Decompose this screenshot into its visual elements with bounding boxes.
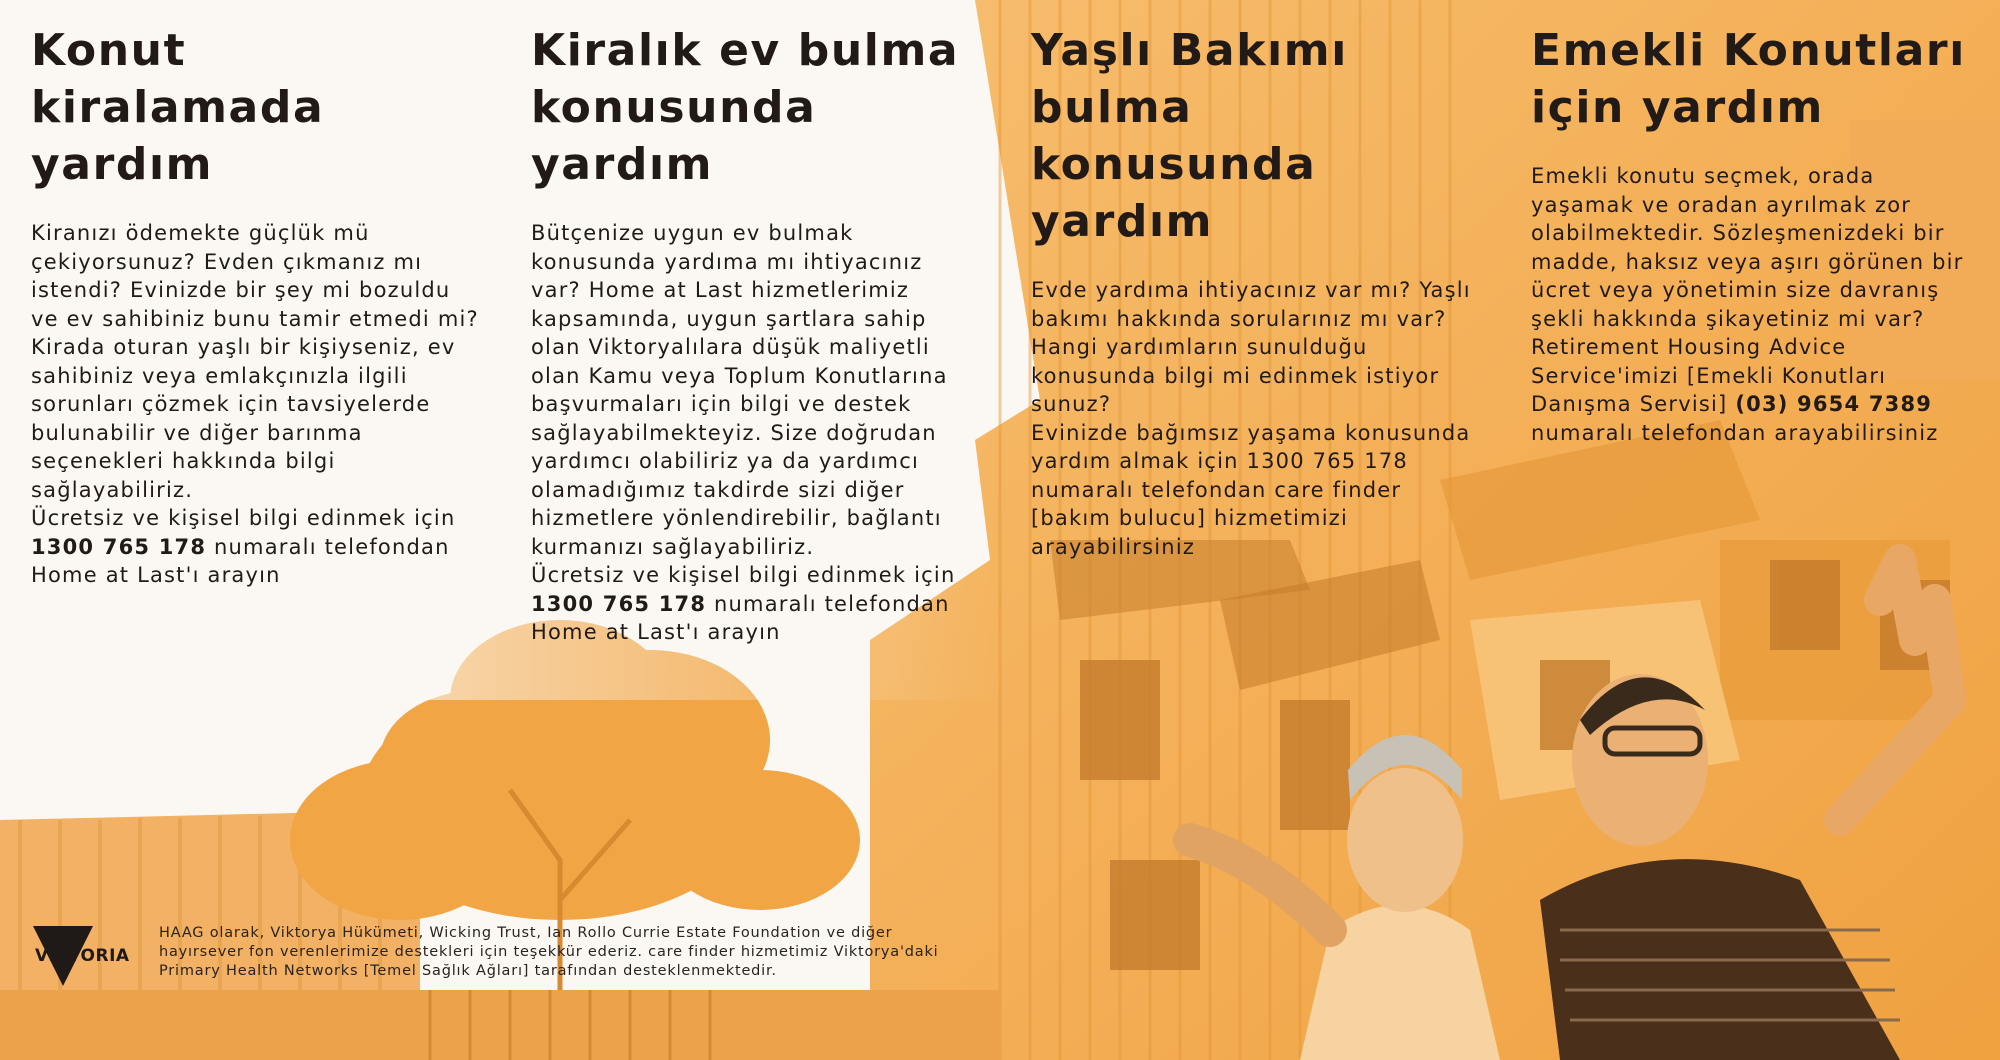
paragraph: Emekli konutu seçmek, orada yaşamak ve oradan ayrılmak zor olabilmektedir. Sözleşmenizdeki bir madde, haksız veya aşırı görünen bir ücret veya yönetimin size davranış şekli hakkında şikayetiniz mi var? [1531, 164, 1964, 331]
phone-number: 1300 765 178 [31, 534, 207, 559]
column-title: Konut kiralamada yardım [31, 25, 325, 190]
column-find-rental [531, 22, 979, 647]
column-body [531, 219, 979, 647]
paragraph: Bütçenize uygun ev bulmak konusunda yardıma mı ihtiyacınız var? Home at Last hizmetlerimiz kapsamında, uygun şartlara sahip olan Viktoryalılara düşük maliyetli olan Kamu veya Toplum Konutlarına başvurmaları için bilgi ve destek sağlayabilmekteyiz. Size doğrudan yardımcı olabiliriz ya da yardımcı olamadığımız takdirde sizi diğer hizmetlere yönlendirebilir, bağlantı kurmanızı sağlayabiliriz. [531, 221, 948, 559]
contact-text-post: numaralı telefondan arayabilirsiniz [1531, 420, 1939, 445]
paragraph: Evinizde bağımsız yaşama konusunda yardım almak için 1300 765 178 numaralı telefondan care finder [bakım bulucu] hizmetimizi arayabilirsiniz [1031, 420, 1471, 559]
paragraph-contact [531, 561, 979, 647]
column-retirement-housing [1531, 22, 1979, 447]
logo-text: VICTORIA [35, 946, 130, 966]
column-rental-help [31, 22, 479, 590]
column-body [31, 219, 479, 590]
contact-text-pre: Ücretsiz ve kişisel bilgi edinmek için [531, 563, 956, 587]
paragraph-contact [1531, 333, 1979, 447]
column-body [1031, 276, 1479, 561]
phone-number: (03) 9654 7389 [1735, 392, 1933, 416]
victoria-government-logo [31, 924, 149, 994]
contact-text-post: numaralı telefondan Home at Last'ı arayın [531, 591, 950, 644]
column-body [1531, 162, 1979, 447]
contact-text-pre: Ücretsiz ve kişisel bilgi edinmek için [31, 506, 456, 530]
contact-text-pre: Retirement Housing Advice Service'imizi [Emekli Konutları Danışma Servisi] [1531, 335, 1887, 416]
paragraph-contact [31, 504, 479, 590]
phone-number: 1300 765 178 [531, 591, 707, 616]
contact-text-post: numaralı telefondan Home at Last'ı arayın [31, 534, 450, 587]
column-title: Emekli Konutları için yardım [1531, 25, 1966, 133]
column-aged-care [1031, 22, 1479, 561]
paragraph: Kiranızı ödemekte güçlük mü çekiyorsunuz? Evden çıkmanız mı istendi? Evinizde bir şey mi bozuldu ve ev sahibiniz bunu tamir etmedi mi? [31, 221, 479, 331]
paragraph: Kirada oturan yaşlı bir kişiyseniz, ev sahibiniz veya emlakçınızla ilgili sorunları çözmek için tavsiyelerde bulunabilir ve diğer barınma seçenekleri hakkında bilgi sağlayabiliriz. [31, 335, 456, 502]
column-title: Yaşlı Bakımı bulma konusunda yardım [1031, 25, 1348, 247]
acknowledgement-text: HAAG olarak, Viktorya Hükümeti, Wicking Trust, Ian Rollo Currie Estate Foundation ve diğer hayırsever fon verenlerimize destekleri için teşekkür ederiz. care finder hizmetimiz Viktorya'daki Primary Health Networks [Temel Sağlık Ağları] tarafından desteklenmektedir. [159, 925, 939, 979]
column-title: Kiralık ev bulma konusunda yardım [531, 25, 960, 190]
paragraph: Evde yardıma ihtiyacınız var mı? Yaşlı bakımı hakkında sorularınız mı var? Hangi yardımların sunulduğu konusunda bilgi mi edinmek istiyor sunuz? [1031, 278, 1471, 416]
footer [31, 924, 979, 994]
